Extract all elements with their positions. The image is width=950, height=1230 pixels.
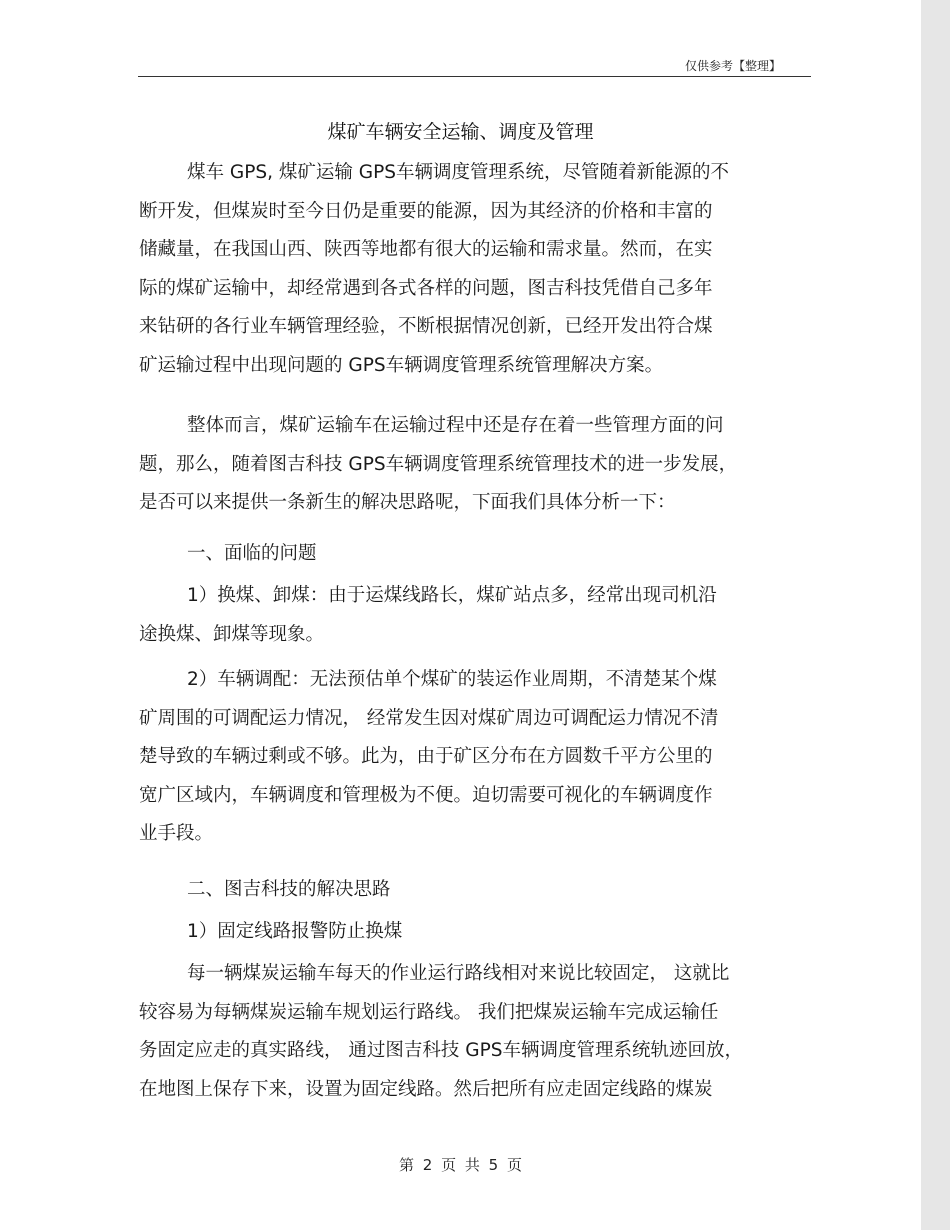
paragraph-line: 务固定应走的真实路线， 通过图吉科技 GPS车辆调度管理系统轨迹回放， [139, 1040, 743, 1061]
header-note: 仅供参考【整理】 [684, 59, 781, 73]
section-heading-solutions [139, 871, 819, 910]
paragraph-line: 楚导致的车辆过剩或不够。此为，由于矿区分布在方圆数千平方公里的 [139, 746, 713, 767]
heading-line: 二、图吉科技的解决思路 [187, 879, 391, 900]
paragraph-fixed-route [139, 955, 819, 1109]
paragraph-item-2 [139, 661, 819, 854]
viewer-side-strip [921, 0, 950, 1230]
paragraph-line: 断开发，但煤炭时至今日仍是重要的能源，因为其经济的价格和丰富的 [139, 200, 713, 222]
paragraph-line: 矿周围的可调配运力情况， 经常发生因对煤矿周边可调配运力情况不清 [139, 707, 719, 729]
paragraph-item-1 [139, 577, 819, 654]
paragraph-overview [139, 407, 819, 523]
paragraph-line: 是否可以来提供一条新生的解决思路呢，下面我们具体分析一下： [139, 492, 676, 513]
paragraph-line: 储藏量，在我国山西、陕西等地都有很大的运输和需求量。然而，在实 [139, 239, 713, 260]
paragraph-line: 矿运输过程中出现问题的 GPS车辆调度管理系统管理解决方案。 [139, 354, 664, 376]
heading-line: 1）固定线路报警防止换煤 [187, 921, 403, 942]
paragraph-line: 每一辆煤炭运输车每天的作业运行路线相对来说比较固定， 这就比 [187, 963, 730, 984]
paragraph-line: 途换煤、卸煤等现象。 [139, 623, 325, 645]
paragraph-line: 题，那么，随着图吉科技 GPS车辆调度管理系统管理技术的进一步发展， [139, 453, 738, 475]
paragraph-line: 较容易为每辆煤炭运输车规划运行路线。 我们把煤炭运输车完成运输任 [139, 1001, 719, 1023]
page-number-footer: 第 2 页 共 5 页 [399, 1156, 522, 1174]
paragraph-line: 业手段。 [139, 823, 214, 844]
document-title: 煤矿车辆安全运输、调度及管理 [327, 121, 594, 143]
paragraph-line: 际的煤矿运输中，却经常遇到各式各样的问题，图吉科技凭借自己多年 [139, 277, 713, 299]
paragraph-intro [139, 154, 819, 385]
paragraph-line: 在地图上保存下来，设置为固定线路。然后把所有应走固定线路的煤炭 [139, 1078, 713, 1100]
paragraph-line: 来钻研的各行业车辆管理经验，不断根据情况创新，已经开发出符合煤 [139, 316, 713, 337]
paragraph-line: 整体而言，煤矿运输车在运输过程中还是存在着一些管理方面的问 [187, 415, 724, 436]
paragraph-line: 2）车辆调配：无法预估单个煤矿的装运作业周期，不清楚某个煤 [187, 669, 717, 690]
subheading-fixed-route [139, 913, 819, 952]
paragraph-line: 1）换煤、卸煤：由于运煤线路长，煤矿站点多，经常出现司机沿 [187, 585, 717, 606]
header-rule [138, 76, 811, 77]
paragraph-line: 宽广区域内，车辆调度和管理极为不便。迫切需要可视化的车辆调度作 [139, 784, 713, 806]
section-heading-problems [139, 535, 819, 574]
heading-line: 一、面临的问题 [187, 543, 317, 564]
paragraph-line: 煤车 GPS, 煤矿运输 GPS车辆调度管理系统，尽管随着新能源的不 [187, 162, 729, 183]
